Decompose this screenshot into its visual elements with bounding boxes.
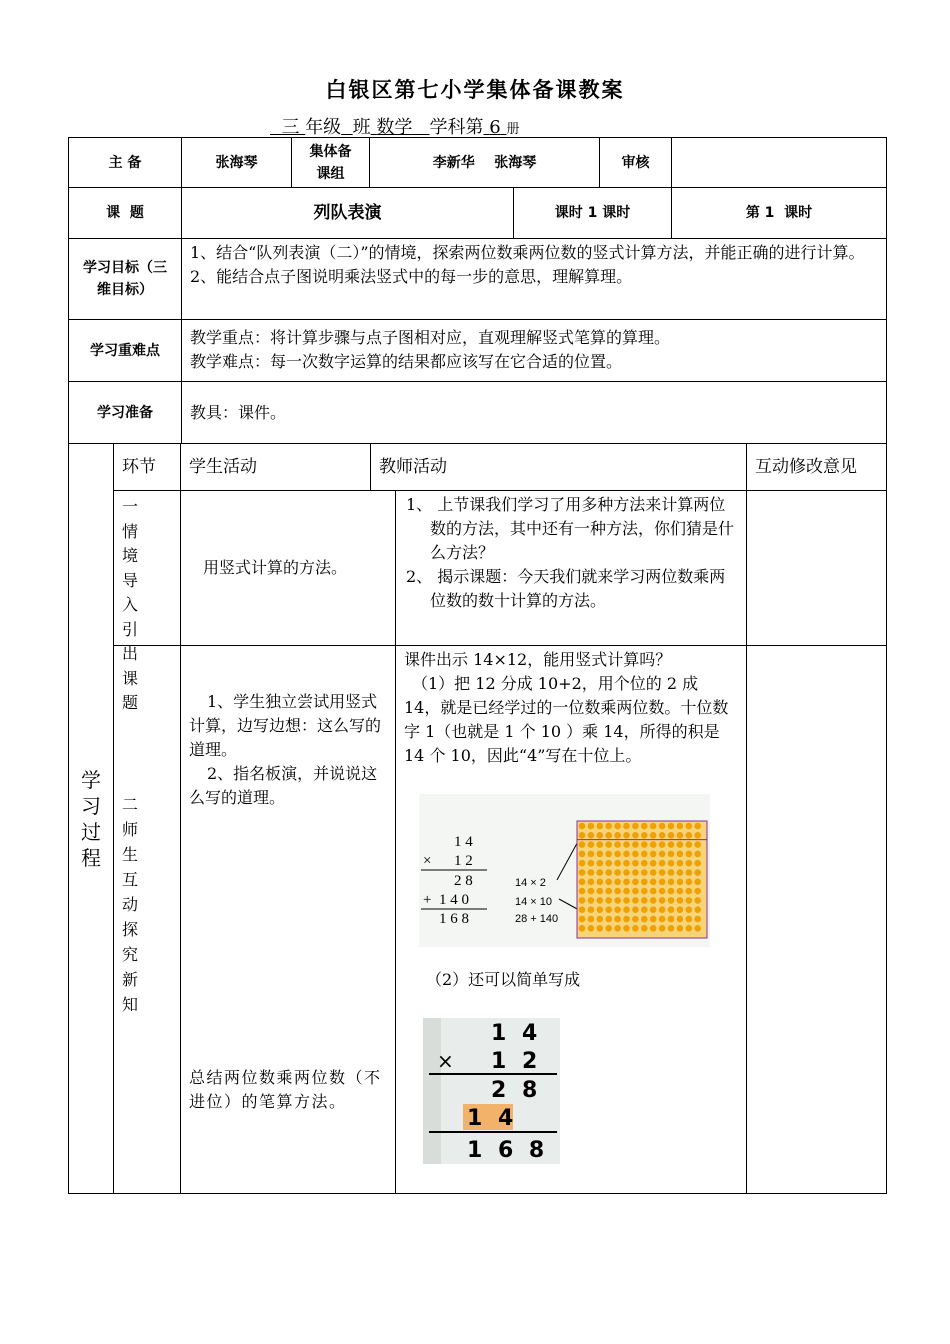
dot [641, 897, 648, 904]
hard-point: 教学难点：每一次数字运算的结果都应该写在它合适的位置。 [190, 352, 623, 371]
dot [597, 832, 604, 839]
dot [668, 869, 675, 876]
dot [614, 916, 621, 923]
dot [659, 832, 666, 839]
dot [597, 916, 604, 923]
dot [659, 906, 666, 913]
dot [632, 860, 639, 867]
dot [579, 906, 586, 913]
dot [605, 897, 612, 904]
dot [588, 860, 595, 867]
dot [686, 851, 693, 858]
dot [659, 916, 666, 923]
dot [650, 869, 657, 876]
dot [641, 916, 648, 923]
dot [605, 879, 612, 886]
dot [588, 888, 595, 895]
dot [641, 841, 648, 848]
dot [641, 869, 648, 876]
stage2-student-2: 2、指名板演，并说说这么写的道理。 [189, 764, 378, 807]
dot [668, 897, 675, 904]
course-subtitle: 三 年级 班 数学 学科第 6 册 [281, 117, 520, 138]
calc1-op: × [423, 853, 432, 869]
group-members: 李新华 张海琴 [369, 137, 600, 188]
dot [614, 906, 621, 913]
dot [694, 879, 701, 886]
dot [614, 860, 621, 867]
dot [623, 888, 630, 895]
dot [650, 851, 657, 858]
dot [579, 832, 586, 839]
dot [588, 906, 595, 913]
dot [614, 823, 621, 830]
key-point: 教学重点：将计算步骤与点子图相对应，直观理解竖式笔算的算理。 [190, 328, 671, 347]
dot [659, 879, 666, 886]
objectives-label: 学习目标（三维目标） [68, 238, 182, 320]
calc2-row4: 1 4 [467, 1106, 518, 1131]
dot [686, 916, 693, 923]
dot [650, 888, 657, 895]
dot [597, 869, 604, 876]
dot [623, 851, 630, 858]
dot [641, 823, 648, 830]
dot [677, 823, 684, 830]
dot [579, 823, 586, 830]
topic: 列队表演 [181, 187, 514, 239]
dot [632, 897, 639, 904]
arrow-14x10 [559, 899, 579, 910]
lead-name: 张海琴 [181, 137, 292, 188]
stage2-student-3: 总结两位数乘两位数（不进位）的笔算方法。 [189, 1068, 382, 1111]
dot [614, 879, 621, 886]
calc1-row3: 2 8 [454, 873, 473, 889]
calc2-row1: 1 4 [491, 1021, 542, 1046]
simplified-calc-figure [423, 1018, 560, 1164]
stage2-teacher-2: （1）把 12 分成 10+2，用个位的 2 成 14，就是已经学过的一位数乘两位数。十位数字 1（也就是 1 个 10 ）乘 14，所得的积是 14 个 10，因此“4”写在十位上。 [404, 674, 729, 765]
col-stage: 环节 [113, 443, 181, 491]
dot [659, 841, 666, 848]
session-label: 第 1 课时 [671, 187, 887, 239]
dot [641, 925, 648, 932]
dot [614, 869, 621, 876]
dot [668, 823, 675, 830]
lead-label: 主 备 [68, 137, 182, 188]
calc1-label2: 14 × 10 [515, 896, 553, 908]
col-teacher: 教师活动 [370, 443, 747, 491]
calc1-row5: 1 6 8 [439, 911, 469, 927]
dot [686, 897, 693, 904]
dot [588, 916, 595, 923]
dot [632, 906, 639, 913]
dot [597, 888, 604, 895]
dot [614, 925, 621, 932]
dot [597, 823, 604, 830]
topic-label: 课 题 [68, 187, 182, 239]
dot [677, 925, 684, 932]
dot [641, 906, 648, 913]
stage2-notes [746, 645, 887, 1194]
stage1-name: 一情境导入引出课题 [113, 490, 181, 646]
dot [614, 841, 621, 848]
dot [605, 869, 612, 876]
dot [694, 906, 701, 913]
difficulty-label: 学习重难点 [68, 319, 182, 382]
dot [694, 897, 701, 904]
review-value [671, 137, 887, 188]
calc2-row2: 1 2 [491, 1049, 542, 1074]
dot [623, 879, 630, 886]
simplified-calc-svg [423, 1018, 560, 1164]
dot [623, 897, 630, 904]
dot [597, 906, 604, 913]
dot [659, 851, 666, 858]
dot [650, 906, 657, 913]
dot [632, 879, 639, 886]
stage1-teacher-2: 2、 揭示课题：今天我们就来学习两位数乘两位数的数十计算的方法。 [406, 567, 726, 610]
stage2-teacher-1: 课件出示 14×12，能用竖式计算吗？ [404, 650, 672, 669]
dot [659, 897, 666, 904]
grade: 三 [281, 117, 300, 138]
dot [632, 869, 639, 876]
dot [677, 897, 684, 904]
dot [579, 888, 586, 895]
dot [605, 916, 612, 923]
stage2-teacher-3: （2）还可以简单写成 [426, 970, 581, 989]
dot [677, 851, 684, 858]
dot [614, 832, 621, 839]
calc2-row3: 2 8 [491, 1078, 542, 1103]
stage2-student [180, 645, 396, 1194]
objectives-text [181, 238, 887, 320]
dot [677, 860, 684, 867]
dot [588, 897, 595, 904]
stage2-name: 二师生互动探究新知 [113, 645, 181, 1194]
objective-2: 2、能结合点子图说明乘法竖式中的每一步的意思，理解算理。 [190, 267, 633, 286]
dot [605, 906, 612, 913]
dot [614, 851, 621, 858]
process-label: 学习过程 [68, 443, 114, 1194]
dot [579, 925, 586, 932]
dot [677, 841, 684, 848]
calc1-plus: + [423, 892, 432, 908]
dot [632, 841, 639, 848]
dot [588, 869, 595, 876]
col-notes: 互动修改意见 [746, 443, 887, 491]
dot [641, 888, 648, 895]
dot [641, 851, 648, 858]
dot [623, 832, 630, 839]
dot [579, 879, 586, 886]
dot [579, 851, 586, 858]
dot [614, 897, 621, 904]
dot [623, 916, 630, 923]
dot [694, 925, 701, 932]
dot [632, 823, 639, 830]
dot [650, 916, 657, 923]
dot [623, 869, 630, 876]
dot [694, 841, 701, 848]
dot [686, 860, 693, 867]
col-student: 学生活动 [180, 443, 371, 491]
dot [605, 841, 612, 848]
dot [605, 925, 612, 932]
calc1-label1: 14 × 2 [515, 877, 546, 889]
dot [623, 906, 630, 913]
dot [588, 823, 595, 830]
calc2-row5: 1 6 8 [467, 1138, 549, 1163]
dot [694, 851, 701, 858]
dot [668, 879, 675, 886]
dot [668, 841, 675, 848]
dot [623, 925, 630, 932]
stage1-teacher-1: 1、 上节课我们学习了用多种方法来计算两位数的方法，其中还有一种方法，你们猜是什么方法？ [406, 495, 735, 562]
dot [588, 851, 595, 858]
dot [579, 841, 586, 848]
dot [579, 860, 586, 867]
dot [668, 888, 675, 895]
dot [605, 851, 612, 858]
dot [650, 925, 657, 932]
calc1-row2: 1 2 [454, 853, 473, 869]
dot [623, 841, 630, 848]
dot [668, 916, 675, 923]
dot [597, 841, 604, 848]
dot [632, 832, 639, 839]
dot [597, 851, 604, 858]
dot [588, 841, 595, 848]
dot-diagram-svg [419, 794, 710, 947]
dot [632, 925, 639, 932]
dot [668, 832, 675, 839]
stage1-notes [746, 490, 887, 646]
dot [668, 925, 675, 932]
dot [686, 832, 693, 839]
dot-diagram-figure [419, 794, 710, 947]
stage2-student-1: 1、学生独立尝试用竖式计算，边写边想：这么写的道理。 [189, 692, 382, 759]
calc1-label3: 28 + 140 [515, 913, 559, 925]
objective-1: 1、结合“队列表演（二）”的情境，探索两位数乘两位数的竖式计算方法，并能正确的进行计算。 [190, 243, 865, 262]
dot [668, 851, 675, 858]
dot [632, 888, 639, 895]
dot [677, 879, 684, 886]
dot [597, 879, 604, 886]
dot [659, 869, 666, 876]
dot [677, 906, 684, 913]
dot [659, 860, 666, 867]
hours-label: 课时 1 课时 [513, 187, 672, 239]
dot [694, 916, 701, 923]
dot [650, 879, 657, 886]
dot [623, 823, 630, 830]
dot [650, 823, 657, 830]
dot [588, 832, 595, 839]
calc1-row4: 1 4 0 [439, 892, 469, 908]
review-label: 审核 [599, 137, 672, 188]
dot [605, 823, 612, 830]
dot [659, 925, 666, 932]
dot [597, 860, 604, 867]
school-title: 白银区第七小学集体备课教案 [325, 78, 625, 102]
dot [686, 906, 693, 913]
dot [686, 879, 693, 886]
dot [650, 860, 657, 867]
dot [677, 888, 684, 895]
dot [659, 888, 666, 895]
dot [686, 869, 693, 876]
dot [686, 888, 693, 895]
dot [668, 860, 675, 867]
prep-text: 教具：课件。 [181, 381, 887, 444]
dot [650, 832, 657, 839]
dot [597, 897, 604, 904]
dot [579, 916, 586, 923]
dot [677, 832, 684, 839]
dot [632, 851, 639, 858]
dot [694, 823, 701, 830]
dot [686, 841, 693, 848]
dot [694, 869, 701, 876]
volume: 6 [489, 117, 501, 138]
dot [579, 897, 586, 904]
dot [641, 860, 648, 867]
dot [614, 888, 621, 895]
dot [597, 925, 604, 932]
figure-edge [423, 1018, 441, 1164]
dot [677, 869, 684, 876]
dot [632, 916, 639, 923]
dot [605, 832, 612, 839]
dot [588, 925, 595, 932]
dot [659, 823, 666, 830]
dot [623, 860, 630, 867]
stage1-teacher [395, 490, 747, 646]
dot [650, 841, 657, 848]
prep-label: 学习准备 [68, 381, 182, 444]
calc1-row1: 1 4 [454, 834, 473, 850]
dot [605, 860, 612, 867]
dot [641, 832, 648, 839]
dot [641, 879, 648, 886]
dot [650, 897, 657, 904]
dot [605, 888, 612, 895]
group-label: 集体备课组 [291, 137, 370, 188]
calc2-op: × [437, 1049, 454, 1073]
dot [668, 906, 675, 913]
dot [694, 860, 701, 867]
stage1-student: 用竖式计算的方法。 [180, 490, 396, 646]
dot [677, 916, 684, 923]
dot [686, 823, 693, 830]
difficulty-text [181, 319, 887, 382]
dot [588, 879, 595, 886]
subject: 数学 [376, 117, 413, 138]
dot [579, 869, 586, 876]
dot [694, 832, 701, 839]
dot [686, 925, 693, 932]
dot [694, 888, 701, 895]
